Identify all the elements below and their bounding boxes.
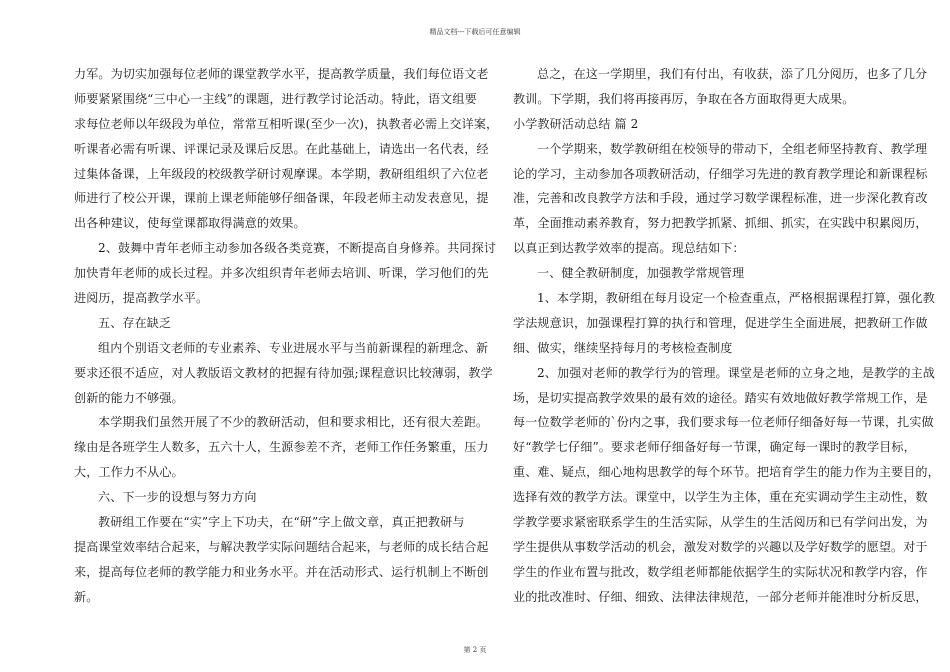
page-number: 第 2 页 xyxy=(463,646,487,654)
text-line: 六、下一步的设想与努力方向 xyxy=(98,490,257,505)
text-line: 好“教学七仔细”。要求老师仔细备好每一节课，确定每一课时的教学目标， xyxy=(513,440,916,455)
text-line: 细、做实，继续坚持每月的考核检查制度 xyxy=(513,340,733,355)
text-line: 教研组工作要在“实”字上下功夫，在“研”字上做文章，真正把教研与 xyxy=(98,515,465,530)
text-line: 每一位数学老师的`份内之事，我们要求每一位老师仔细备好每一节课，扎实做 xyxy=(513,415,934,430)
text-line: 学教学要求紧密联系学生的生活实际，从学生的生活阅历和已有学问出发，为 xyxy=(513,515,928,530)
text-line: 重、难、疑点，细心地构思教学的每个环节。把培育学生的能力作为主要目的， xyxy=(513,465,940,480)
text-line: 缘由是各班学生人数多，五六十人，生源参差不齐，老师工作任务繁重，压力 xyxy=(74,440,489,455)
left-column xyxy=(74,62,499,610)
text-line: 2、加强对老师的教学行为的管理。课堂是老师的立身之地，是教学的主战 xyxy=(537,365,935,380)
text-line: 论的学习，主动参加各项教研活动，仔细学习先进的教育教学理论和新课程标 xyxy=(513,166,928,181)
text-line: 五、存在缺乏 xyxy=(98,315,172,330)
text-line: 加快青年老师的成长过程。并多次组织青年老师去培训、听课，学习他们的先 xyxy=(74,266,489,281)
text-line: 革，全面推动素养教育，努力把教学抓紧、抓细、抓实，在实践中积累阅历， xyxy=(513,216,928,231)
text-line: 大，工作力不从心。 xyxy=(74,465,184,480)
text-line: 力军。为切实加强每位老师的课堂教学水平，提高教学质量，我们每位语文老 xyxy=(74,67,489,81)
right-column xyxy=(513,62,940,610)
text-line: 小学教研活动总结 篇 2 xyxy=(513,116,639,131)
text-line: 学生提供从事数学活动的机会，激发对数学的兴趣以及学好数学的愿望。对于 xyxy=(513,539,928,554)
text-line: 进阅历，提高教学水平。 xyxy=(74,291,209,306)
text-line: 选择有效的教学方法。课堂中，以学生为主体，重在充实调动学生主动性，数 xyxy=(513,490,928,505)
text-line: 过集体备课，上年级段的校级教学研讨观摩课。本学期，教研组组织了六位老 xyxy=(74,166,489,181)
text-line: 要求还很不适应，对人教版语文教材的把握有待加强;课程意识比较薄弱，教学 xyxy=(74,365,493,380)
text-line: 业的批改准时、仔细、细致、法律法律规范，一部分老师并能准时分析反思， xyxy=(513,589,928,604)
page-header: 精品文档---下载后可任意编辑 xyxy=(429,28,521,36)
text-line: 出各种建议，使每堂课都取得满意的效果。 xyxy=(74,216,306,231)
text-line: 新。 xyxy=(74,589,99,604)
text-line: 组内个别语文老师的专业素养、专业进展水平与当前新课程的新理念、新 xyxy=(98,340,489,355)
text-line: 师要紧紧围绕“三中心一主线”的课题，进行教学讨论活动。特此，语文组要 xyxy=(74,91,477,106)
text-line: 学生的作业布置与批改，数学组老师都能依据学生的实际状况和教学内容，作 xyxy=(513,564,928,579)
text-line: 学法规意识，加强课程打算的执行和管理，促进学生全面进展，把教研工作做 xyxy=(513,315,928,330)
text-line: 总之，在这一学期里，我们有付出，有收获，添了几分阅历，也多了几分 xyxy=(537,67,928,81)
text-line: 教训。下学期，我们将再接再厉，争取在各方面取得更大成果。 xyxy=(513,91,855,106)
text-line: 提高课堂效率结合起来，与解决教学实际问题结合起来，与老师的成长结合起 xyxy=(74,539,489,554)
text-line: 本学期我们虽然开展了不少的教研活动，但和要求相比，还有很大差距。 xyxy=(98,415,489,430)
text-line: 创新的能力不够强。 xyxy=(74,390,184,405)
text-line: 1、本学期，教研组在每月设定一个检查重点，严格根据课程打算，强化教 xyxy=(537,291,935,306)
text-line: 场，是切实提高教学效果的最有效的途径。踏实有效地做好教学常规工作，是 xyxy=(513,390,928,405)
text-line: 一个学期来，数学教研组在校领导的带动下，全组老师坚持教育、教学理 xyxy=(537,141,928,156)
text-line: 以真正到达教学效率的提高。现总结如下： xyxy=(513,241,745,256)
text-line: 准，完善和改良教学方法和手段，通过学习数学课程标准，进一步深化教育改 xyxy=(513,191,928,206)
text-line: 听课者必需有听课、评课记录及课后反思。在此基础上，请选出一名代表，经 xyxy=(74,141,489,156)
text-line: 一、健全教研制度，加强教学常规管理 xyxy=(537,266,745,281)
text-line: 2、鼓舞中青年老师主动参加各级各类竞赛，不断提高自身修养。共同探讨 xyxy=(98,241,496,256)
text-line: 来，提高每位老师的教学能力和业务水平。并在活动形式、运行机制上不断创 xyxy=(74,564,489,579)
text-line: 师进行了校公开课，课前上课老师能够仔细备课，年段老师主动发表意见，提 xyxy=(74,191,489,206)
text-line: 求每位老师以年级段为单位，常常互相听课(至少一次)，执教者必需上交详案， xyxy=(74,116,499,131)
